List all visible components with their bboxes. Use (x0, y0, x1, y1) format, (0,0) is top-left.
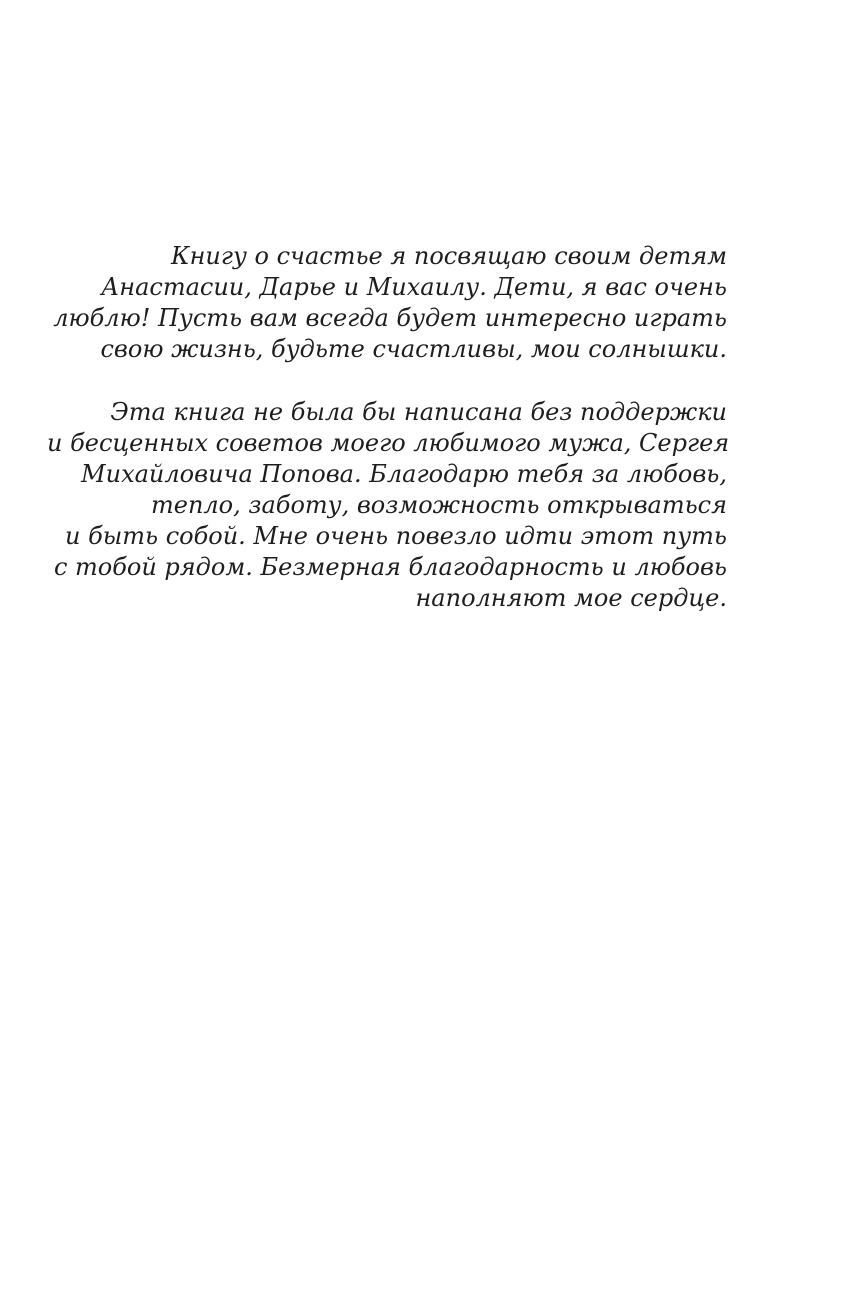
text-line: Анастасии, Дарье и Михаилу. Дети, я вас очень (101, 273, 727, 301)
text-line: с тобой рядом. Безмерная благодарность и любовь (53, 553, 727, 581)
text-line: Михайловича Попова. Благодарю тебя за любовь, (81, 460, 727, 488)
text-line: и быть собой. Мне очень повезло идти этот путь (64, 522, 727, 550)
text-line: Книгу о счастье я посвящаю своим детям (171, 242, 727, 270)
text-line: тепло, заботу, возможность открываться (150, 491, 727, 519)
text-line: свою жизнь, будьте счастливы, мои солнышки. (100, 335, 727, 363)
text-line: Эта книга не была бы написана без поддержки (110, 398, 727, 426)
text-line: люблю! Пусть вам всегда будет интересно играть (53, 304, 727, 332)
dedication-paragraph-children (47, 241, 727, 365)
text-line: и бесценных советов моего любимого мужа, Сергея (47, 429, 730, 457)
text-line: наполняют мое сердце. (415, 584, 727, 612)
dedication-paragraph-husband (47, 397, 730, 614)
